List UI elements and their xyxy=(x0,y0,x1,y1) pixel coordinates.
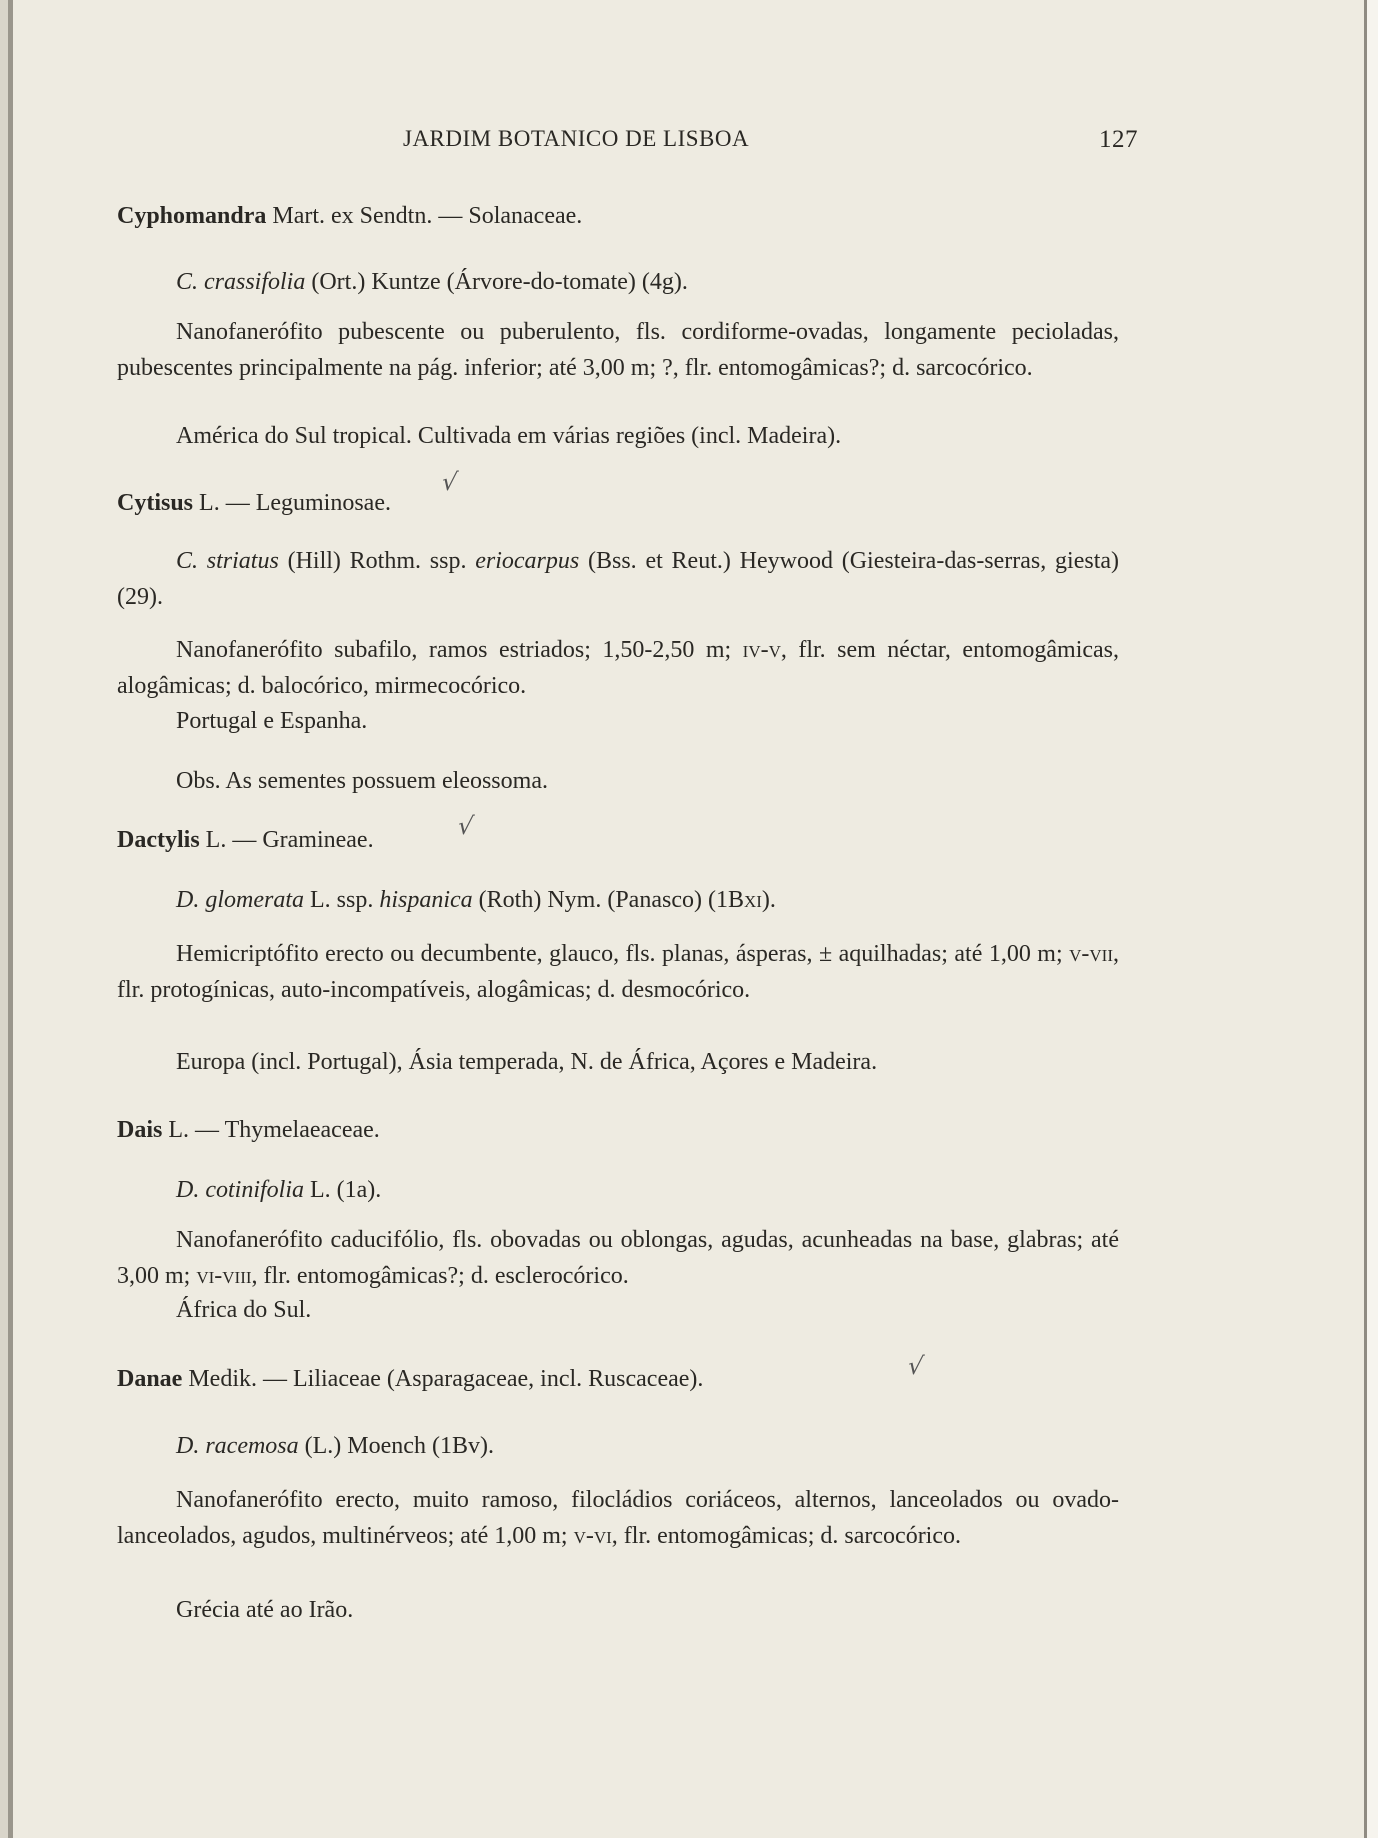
page-number: 127 xyxy=(1099,126,1138,153)
description-text: , flr. sem néctar, entomogâmicas, alogâmicas; d. balocórico, mirmecocórico. xyxy=(117,637,1120,699)
subspecies-authority: (Roth) Nym. (Panasco) (1B xyxy=(472,887,744,913)
species-authority: (Ort.) Kuntze (Árvore-do-tomate) (4g). xyxy=(305,269,688,295)
species-heading xyxy=(176,1172,1178,1208)
species-authority: (L.) Moench (1Bv). xyxy=(298,1433,494,1459)
genus-heading xyxy=(117,1112,1119,1148)
species-distribution: América do Sul tropical. Cultivada em várias regiões (incl. Madeira). xyxy=(176,423,842,449)
species-authority: L. ssp. xyxy=(304,887,380,913)
subspecies-name: hispanica xyxy=(379,887,473,913)
page-margin-right xyxy=(1367,0,1378,1838)
running-header: JARDIM BOTANICO DE LISBOA xyxy=(403,126,750,151)
subspecies-authority: (Bss. et Reut.) Heywood (Giesteira-das-serras, giesta) (29). xyxy=(117,548,1120,610)
species-name: D. cotinifolia xyxy=(176,1177,304,1203)
species-distribution: Europa (incl. Portugal), Ásia temperada, N. de África, Açores e Madeira. xyxy=(176,1049,878,1075)
species-distribution: África do Sul. xyxy=(176,1297,312,1323)
species-name: D. glomerata xyxy=(176,887,304,913)
subspecies-name: eriocarpus xyxy=(475,548,580,574)
genus-name: Cyphomandra xyxy=(117,203,267,229)
genus-heading xyxy=(117,485,1119,521)
genus-authority: Medik. — Liliaceae (Asparagaceae, incl. Ruscaceae). xyxy=(182,1366,704,1392)
binding-shadow xyxy=(8,0,13,1838)
page-edge-left xyxy=(0,0,8,1838)
genus-authority: L. — Thymelaeaceae. xyxy=(162,1117,380,1143)
species-name: C. striatus xyxy=(176,548,279,574)
description-text: , flr. entomogâmicas; d. sarcocórico. xyxy=(611,1523,961,1549)
species-description: Nanofanerófito pubescente ou puberulento, fls. cordiforme-ovadas, longamente pecioladas, pubescentes principalmente na pág. inferior; até 3,00 m; ?, flr. entomogâmicas?; d. sarcocórico. xyxy=(117,319,1119,381)
species-heading xyxy=(176,264,1178,300)
species-heading xyxy=(176,882,1178,918)
genus-name: Dais xyxy=(117,1117,163,1143)
genus-authority: L. — Gramineae. xyxy=(199,827,374,853)
species-description xyxy=(117,1222,1119,1294)
handwritten-check-icon: √ xyxy=(456,812,476,840)
species-description xyxy=(117,1482,1119,1554)
flowering-months: iv-v xyxy=(742,637,781,663)
description-text: Nanofanerófito subafilo, ramos estriados; 1,50-2,50 m; xyxy=(176,637,743,663)
flowering-months: v-vii xyxy=(1069,941,1113,967)
description-text: , flr. protogínicas, auto-incompatíveis, alogâmicas; d. desmocórico. xyxy=(117,941,1119,1003)
species-description xyxy=(117,936,1119,1008)
flowering-months: vi-viii xyxy=(196,1263,252,1289)
genus-name: Dactylis xyxy=(117,827,200,853)
genus-heading xyxy=(117,1361,1119,1397)
description-text: Nanofanerófito erecto, muito ramoso, filocládios coriáceos, alternos, lanceolados ou ovado-lanceolados, agudos, multinérveos; até 1,00 m; xyxy=(117,1487,1119,1549)
flowering-months: v-vi xyxy=(573,1523,612,1549)
description-text: , flr. entomogâmicas?; d. esclerocórico. xyxy=(251,1263,629,1289)
species-note: Obs. As sementes possuem eleossoma. xyxy=(176,768,548,794)
genus-name: Cytisus xyxy=(117,490,194,516)
species-description xyxy=(117,632,1119,704)
species-heading xyxy=(117,543,1119,615)
species-distribution: Grécia até ao Irão. xyxy=(176,1597,354,1623)
genus-heading xyxy=(117,198,1119,234)
handwritten-check-icon: √ xyxy=(440,468,460,496)
site-code: xi xyxy=(743,887,762,913)
species-authority: L. (1a). xyxy=(304,1177,382,1203)
species-authority: (Hill) Rothm. ssp. xyxy=(278,548,476,574)
description-text: Hemicriptófito erecto ou decumbente, glauco, fls. planas, ásperas, ± aquilhadas; até 1,00 m; xyxy=(176,941,1070,967)
genus-authority: Mart. ex Sendtn. — Solanaceae. xyxy=(266,203,583,229)
genus-authority: L. — Leguminosae. xyxy=(193,490,391,516)
species-distribution: Portugal e Espanha. xyxy=(176,708,368,734)
punctuation: ). xyxy=(761,887,776,913)
genus-heading xyxy=(117,822,1119,858)
species-heading xyxy=(176,1428,1178,1464)
species-name: D. racemosa xyxy=(176,1433,299,1459)
genus-name: Danae xyxy=(117,1366,183,1392)
species-name: C. crassifolia xyxy=(176,269,306,295)
handwritten-check-icon: √ xyxy=(906,1352,926,1380)
description-text: Nanofanerófito caducifólio, fls. obovadas ou oblongas, agudas, acunheadas na base, glabras; até 3,00 m; xyxy=(117,1227,1119,1289)
